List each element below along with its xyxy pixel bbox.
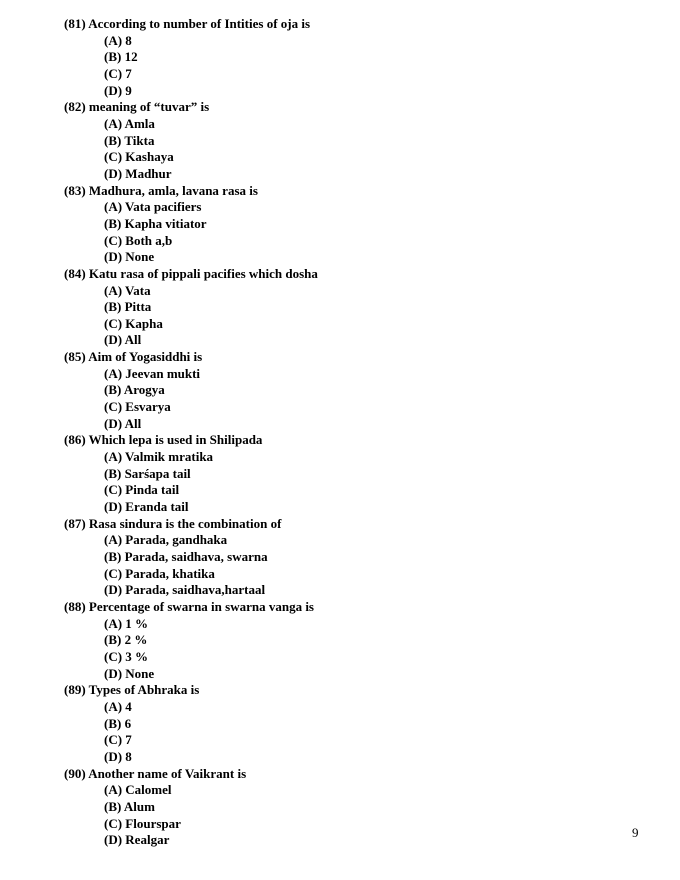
answer-option: (A) 4 — [104, 698, 132, 714]
answer-option: (C) Kashaya — [104, 149, 174, 165]
answer-option: (B) Pitta — [104, 299, 152, 315]
answer-option: (C) Parada, khatika — [104, 565, 215, 581]
question-block — [64, 766, 624, 849]
question-block — [64, 266, 624, 349]
question-text: (87) Rasa sindura is the combination of — [64, 515, 282, 531]
answer-option: (B) 6 — [104, 715, 132, 731]
question-block — [64, 16, 624, 99]
answer-option: (B) 12 — [104, 49, 138, 65]
answer-option: (B) Kapha vitiator — [104, 215, 207, 231]
answer-option: (D) 9 — [104, 82, 132, 98]
question-text: (86) Which lepa is used in Shilipada — [64, 432, 263, 448]
answer-option: (D) None — [104, 249, 155, 265]
answer-option: (D) Eranda tail — [104, 499, 189, 515]
answer-option: (A) Calomel — [104, 782, 172, 798]
answer-option: (B) Sarśapa tail — [104, 465, 191, 481]
answer-option: (A) Vata — [104, 282, 151, 298]
answer-option: (B) Tikta — [104, 132, 155, 148]
question-text: (90) Another name of Vaikrant is — [64, 765, 247, 781]
question-text: (84) Katu rasa of pippali pacifies which dosha — [64, 265, 318, 281]
question-text: (88) Percentage of swarna in swarna vanga is — [64, 598, 314, 614]
answer-option: (B) Alum — [104, 798, 155, 814]
answer-option: (D) 8 — [104, 748, 132, 764]
answer-option: (C) 7 — [104, 732, 132, 748]
question-block — [64, 682, 624, 765]
answer-option: (B) Arogya — [104, 382, 165, 398]
answer-option: (D) None — [104, 665, 155, 681]
answer-option: (C) Esvarya — [104, 399, 171, 415]
answer-option: (A) Jeevan mukti — [104, 365, 201, 381]
answer-option: (A) 8 — [104, 32, 132, 48]
answer-option: (C) Kapha — [104, 315, 163, 331]
answer-option: (D) All — [104, 332, 142, 348]
question-block — [64, 432, 624, 515]
answer-option: (A) Parada, gandhaka — [104, 532, 228, 548]
question-text: (85) Aim of Yogasiddhi is — [64, 349, 203, 365]
answer-option: (D) Parada, saidhava,hartaal — [104, 582, 266, 598]
question-block — [64, 349, 624, 432]
answer-option: (A) Vata pacifiers — [104, 199, 202, 215]
page-number: 9 — [632, 825, 639, 840]
answer-option: (D) Realgar — [104, 832, 170, 848]
question-block — [64, 516, 624, 599]
answer-option: (B) 2 % — [104, 632, 148, 648]
question-text: (81) According to number of Intities of oja is — [64, 16, 311, 31]
answer-option: (C) 3 % — [104, 648, 149, 664]
answer-option: (B) Parada, saidhava, swarna — [104, 549, 268, 564]
question-block — [64, 99, 624, 182]
question-list — [64, 16, 624, 849]
answer-option: (A) Amla — [104, 115, 155, 131]
question-text: (83) Madhura, amla, lavana rasa is — [64, 182, 258, 198]
question-block — [64, 599, 624, 682]
question-text: (89) Types of Abhraka is — [64, 682, 200, 698]
answer-option: (A) Valmik mratika — [104, 449, 214, 465]
question-block — [64, 183, 624, 266]
answer-option: (D) Madhur — [104, 165, 172, 181]
answer-option: (C) Both a,b — [104, 232, 173, 248]
question-text: (82) meaning of “tuvar” is — [64, 99, 210, 115]
answer-option: (C) Pinda tail — [104, 482, 180, 498]
answer-option: (C) Flourspar — [104, 815, 181, 831]
answer-option: (D) All — [104, 415, 142, 431]
answer-option: (A) 1 % — [104, 615, 149, 631]
answer-option: (C) 7 — [104, 65, 132, 81]
